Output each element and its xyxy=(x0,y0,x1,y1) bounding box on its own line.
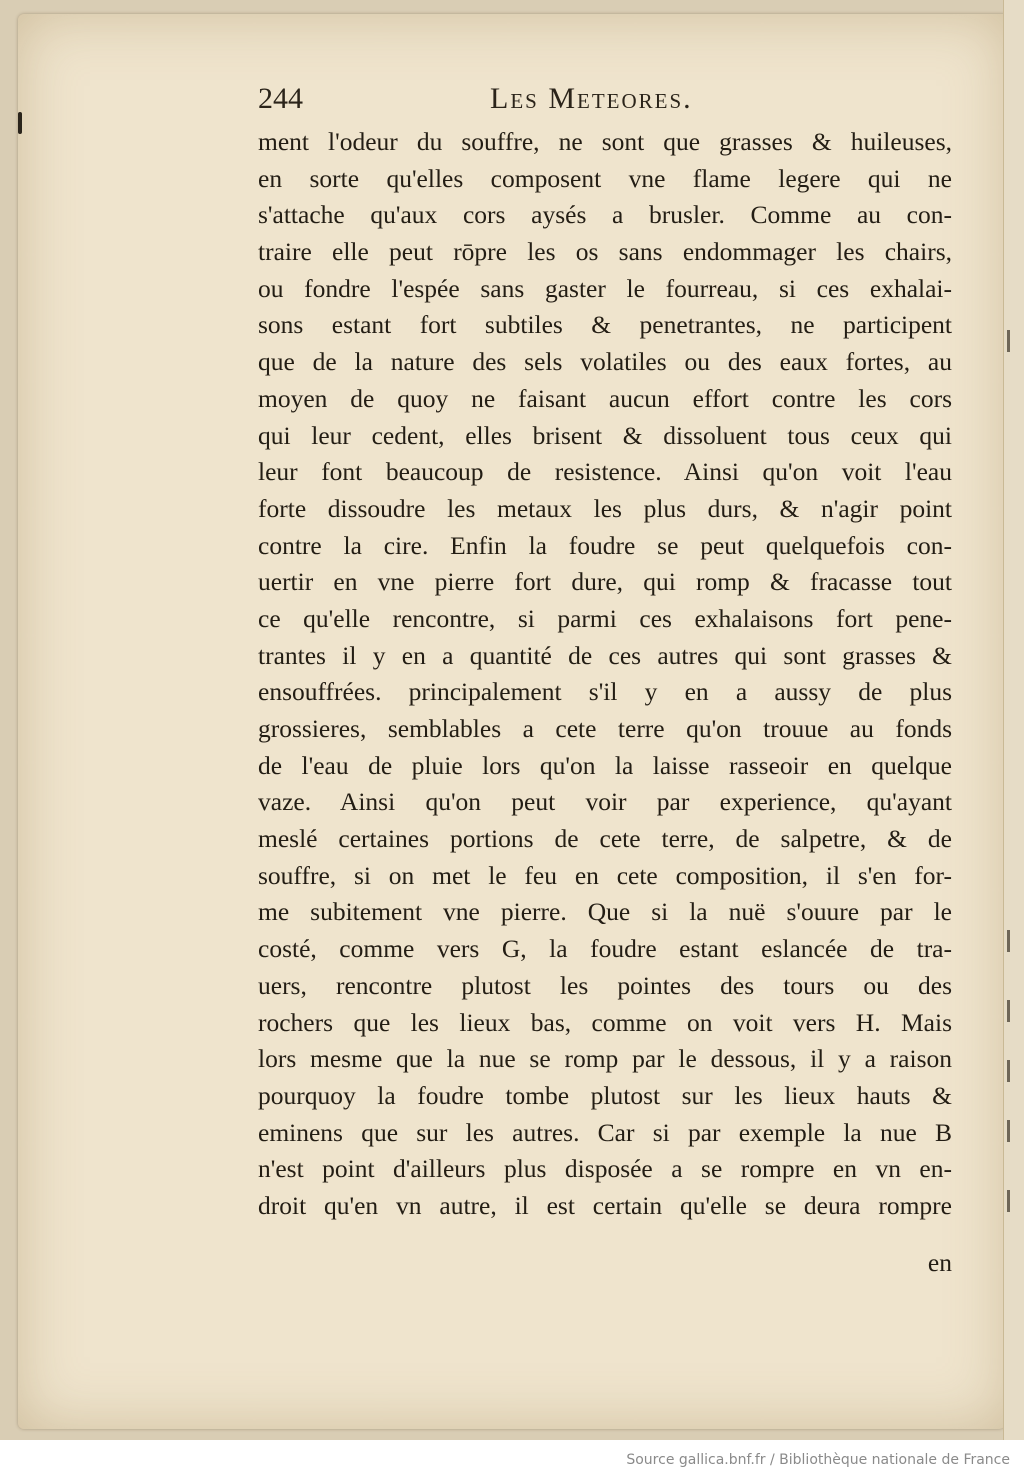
text-line: ou fondre l'espée sans gaster le fourreau, si ces exhalai- xyxy=(258,273,952,303)
text-line: n'est point d'ailleurs plus disposée a se rompre en vn en- xyxy=(258,1154,952,1184)
text-line: droit qu'en vn autre, il est certain qu'elle se deura rompre xyxy=(258,1190,952,1220)
text-line: meslé certaines portions de cete terre, de salpetre, & de xyxy=(258,824,952,854)
text-line: souffre, si on met le feu en cete composition, il s'en for- xyxy=(258,860,952,890)
text-line: ce qu'elle rencontre, si parmi ces exhalaisons fort pene- xyxy=(258,603,952,633)
page-number: 244 xyxy=(258,82,303,115)
text-line: uertir en vne pierre fort dure, qui romp & fracasse tout xyxy=(258,567,952,597)
text-line: eminens que sur les autres. Car si par exemple la nue B xyxy=(258,1117,952,1147)
text-line: ment l'odeur du souffre, ne sont que grasses & huileuses, xyxy=(258,127,952,156)
binding-mark xyxy=(18,112,22,134)
text-line: uers, rencontre plutost les pointes des tours ou des xyxy=(258,970,952,1000)
text-line: lors mesme que la nue se romp par le dessous, il y a raison xyxy=(258,1044,952,1074)
text-line: me subitement vne pierre. Que si la nuë s'ouure par le xyxy=(258,897,952,927)
adjacent-page-edge xyxy=(1003,0,1024,1440)
text-line: ensouffrées. principalement s'il y en a aussy de plus xyxy=(258,677,952,707)
text-line: sons estant fort subtiles & penetrantes, ne participent xyxy=(258,310,952,340)
source-attribution: Source gallica.bnf.fr / Bibliothèque nationale de France xyxy=(626,1452,1010,1468)
text-line: que de la nature des sels volatiles ou des eaux fortes, au xyxy=(258,347,952,377)
page-header xyxy=(258,82,948,122)
text-line: en sorte qu'elles composent vne flame legere qui ne xyxy=(258,163,952,193)
text-line: moyen de quoy ne faisant aucun effort contre les cors xyxy=(258,383,952,413)
running-title: Les Meteores. xyxy=(490,82,693,115)
text-line: leur font beaucoup de resistence. Ainsi qu'on voit l'eau xyxy=(258,457,952,487)
footer-bar xyxy=(0,1440,1024,1479)
catchword: en xyxy=(927,1248,952,1277)
text-line: forte dissoudre les metaux les plus durs, & n'agir point xyxy=(258,493,952,523)
body-text xyxy=(258,124,952,1225)
text-line: qui leur cedent, elles brisent & dissoluent tous ceux qui xyxy=(258,420,952,450)
text-line: trantes il y en a quantité de ces autres qui sont grasses & xyxy=(258,640,952,670)
text-line: vaze. Ainsi qu'on peut voir par experience, qu'ayant xyxy=(258,787,952,817)
catchword-row xyxy=(258,1248,952,1278)
text-line: s'attache qu'aux cors aysés a brusler. Comme au con- xyxy=(258,200,952,230)
text-line: contre la cire. Enfin la foudre se peut quelquefois con- xyxy=(258,530,952,560)
text-line: traire elle peut rōpre les os sans endommager les chairs, xyxy=(258,237,952,267)
text-line: grossieres, semblables a cete terre qu'on trouue au fonds xyxy=(258,714,952,743)
text-line: pourquoy la foudre tombe plutost sur les lieux hauts & xyxy=(258,1080,952,1110)
text-line: de l'eau de pluie lors qu'on la laisse rasseoir en quelque xyxy=(258,750,952,780)
text-line: costé, comme vers G, la foudre estant eslancée de tra- xyxy=(258,934,952,964)
text-line: rochers que les lieux bas, comme on voit vers H. Mais xyxy=(258,1007,952,1037)
